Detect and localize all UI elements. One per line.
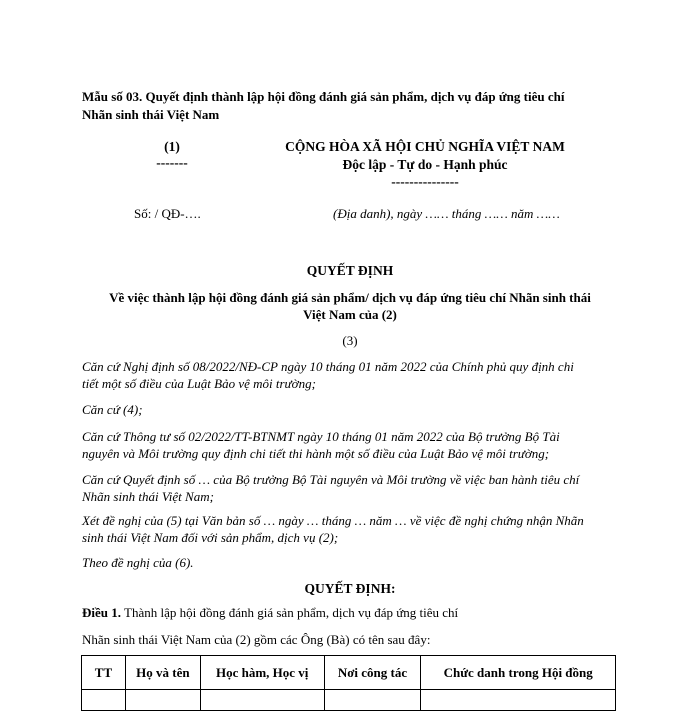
decision-subject-line2: Việt Nam của (2) — [303, 307, 397, 322]
article-1-line1 — [82, 605, 458, 621]
ground-4-line1: Căn cứ Quyết định số … của Bộ trưởng Bộ Tài nguyên và Môi trường về việc ban hành tiêu chí — [82, 472, 580, 487]
decision-heading: QUYẾT ĐỊNH — [306, 263, 394, 278]
col-header-council-role: Chức danh trong Hội đồng — [421, 656, 616, 690]
ground-6: Theo đề nghị của (6). — [82, 555, 194, 570]
article-1-line2: Nhãn sinh thái Việt Nam của (2) gồm các Ông (Bà) có tên sau đây: — [82, 632, 431, 647]
ground-1-line2: tiết một số điều của Luật Bảo vệ môi trường; — [82, 376, 316, 391]
col-header-full-name: Họ và tên — [125, 656, 200, 690]
table-header-row — [82, 656, 616, 690]
ground-3-line1: Căn cứ Thông tư số 02/2022/TT-BTNMT ngày 10 tháng 01 năm 2022 của Bộ trưởng Bộ Tài — [82, 429, 560, 444]
ground-3-line2: nguyên và Môi trường quy định chi tiết thi hành một số điều của Luật Bảo vệ môi trường; — [82, 446, 550, 461]
national-motto: Độc lập - Tự do - Hạnh phúc — [342, 157, 508, 172]
decision-subject-line1: Về việc thành lập hội đồng đánh giá sản phẩm/ dịch vụ đáp ứng tiêu chí Nhãn sinh thái — [109, 290, 591, 305]
issuing-authority: (3) — [342, 333, 358, 348]
document-number: Số: / QĐ-…. — [134, 206, 201, 221]
col-header-tt: TT — [82, 656, 126, 690]
table-row — [82, 690, 616, 711]
table-cell — [82, 690, 126, 711]
motto-separator: --------------- — [391, 174, 459, 189]
table-cell — [421, 690, 616, 711]
table-cell — [324, 690, 421, 711]
council-members-table — [81, 655, 616, 711]
country-name: CỘNG HÒA XÃ HỘI CHỦ NGHĨA VIỆT NAM — [285, 139, 565, 154]
ground-2: Căn cứ (4); — [82, 402, 143, 417]
form-title-line2: Nhãn sinh thái Việt Nam — [82, 107, 220, 122]
ground-5-line2: sinh thái Việt Nam đối với sản phẩm, dịch vụ (2); — [82, 530, 339, 545]
decides-heading: QUYẾT ĐỊNH: — [304, 581, 396, 596]
col-header-workplace: Nơi công tác — [324, 656, 421, 690]
ground-4-line2: Nhãn sinh thái Việt Nam; — [82, 489, 214, 504]
col-header-academic-title: Học hàm, Học vị — [200, 656, 324, 690]
issuing-agency-code: (1) — [164, 139, 180, 154]
table-cell — [200, 690, 324, 711]
place-and-date: (Địa danh), ngày …… tháng …… năm …… — [333, 206, 560, 221]
ground-5-line1: Xét đề nghị của (5) tại Văn bản số … ngày … tháng … năm … về việc đề nghị chứng nhận Nhãn — [82, 513, 584, 528]
article-1-label: Điều 1. — [82, 605, 121, 620]
agency-separator: ------- — [156, 155, 188, 170]
form-title-line1: Mẫu số 03. Quyết định thành lập hội đồng đánh giá sản phẩm, dịch vụ đáp ứng tiêu chí — [82, 89, 565, 104]
table-cell — [125, 690, 200, 711]
article-1-text: Thành lập hội đồng đánh giá sản phẩm, dịch vụ đáp ứng tiêu chí — [121, 605, 459, 620]
ground-1-line1: Căn cứ Nghị định số 08/2022/NĐ-CP ngày 10 tháng 01 năm 2022 của Chính phủ quy định chi — [82, 359, 574, 374]
